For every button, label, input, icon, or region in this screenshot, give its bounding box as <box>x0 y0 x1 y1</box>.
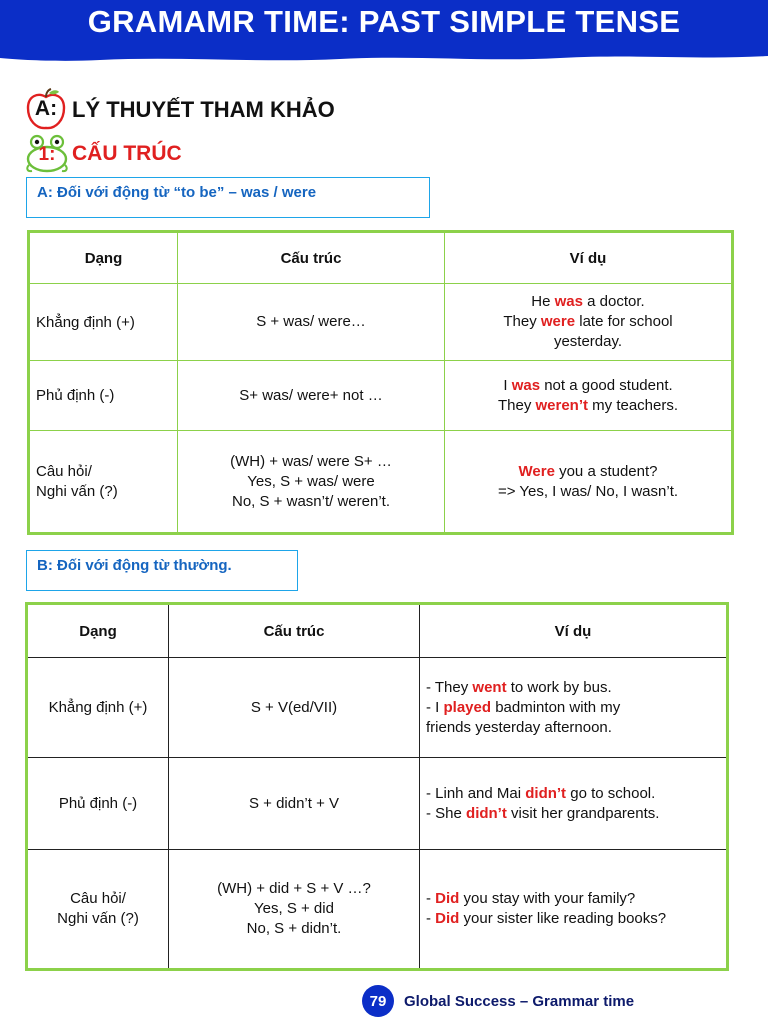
example-text: you stay with your family? <box>459 890 636 907</box>
frog-icon <box>24 134 70 174</box>
example-line <box>426 909 720 929</box>
structure-line: No, S + wasn’t/ weren’t. <box>232 492 390 510</box>
example-text: friends yesterday afternoon. <box>426 718 612 736</box>
example-text: go to school. <box>566 784 656 802</box>
example-text: - Linh and Mai <box>426 784 526 802</box>
row-structure <box>178 361 445 431</box>
banner-wave-edge <box>0 50 768 64</box>
example-text: your sister like reading books? <box>459 910 667 927</box>
structure-line: No, S + didn’t. <box>246 920 342 937</box>
example-line <box>451 312 725 332</box>
part-a-label: A: Đối với động từ “to be” – was / were <box>26 177 430 218</box>
section-1-title: CẤU TRÚC <box>72 142 182 165</box>
structure-line: S + didn’t + V <box>248 794 340 812</box>
apple-icon <box>24 88 68 132</box>
example-text: a doctor. <box>582 293 645 310</box>
example-line <box>451 482 725 502</box>
example-line <box>426 678 720 698</box>
highlighted-verb: Did <box>435 890 460 907</box>
section-a-title: LÝ THUYẾT THAM KHẢO <box>72 97 335 122</box>
table-row <box>27 758 728 850</box>
table-row <box>29 361 733 431</box>
header-example: Ví dụ <box>420 604 728 658</box>
footer-text: Global Success – Grammar time <box>404 992 635 1010</box>
highlighted-verb: weren’t <box>535 396 588 414</box>
highlighted-verb: Did <box>435 910 460 927</box>
table-row <box>29 431 733 534</box>
header-structure: Cấu trúc <box>169 604 420 658</box>
form-line: Nghi vấn (?) <box>57 910 139 927</box>
example-line <box>451 292 725 312</box>
table-ordinary-verbs <box>25 602 729 971</box>
example-text: They <box>503 313 541 330</box>
example-line <box>426 698 720 718</box>
highlighted-verb: was <box>554 293 583 310</box>
form-line: Câu hỏi/ <box>70 890 126 907</box>
highlighted-verb: were <box>540 313 576 330</box>
row-example <box>445 284 733 361</box>
row-form: Phủ định (-) <box>27 758 169 850</box>
row-form <box>29 431 178 534</box>
row-structure <box>178 284 445 361</box>
section-a-heading <box>24 88 335 132</box>
example-text: late for school <box>575 313 673 330</box>
structure-line: S + was/ were… <box>256 313 366 330</box>
header-structure: Cấu trúc <box>178 232 445 284</box>
row-form: Phủ định (-) <box>29 361 178 431</box>
row-form: Khẳng định (+) <box>29 284 178 361</box>
example-text: not a good student. <box>540 376 673 394</box>
row-example <box>445 431 733 534</box>
example-line <box>426 718 720 738</box>
row-example <box>420 658 728 758</box>
example-text: visit her grandparents. <box>506 804 660 822</box>
structure-line: Yes, S + was/ were <box>247 472 375 490</box>
row-form: Khẳng định (+) <box>27 658 169 758</box>
highlighted-verb: went <box>472 678 507 696</box>
row-example <box>445 361 733 431</box>
form-line: Câu hỏi/ <box>36 462 92 480</box>
example-text: - <box>426 910 436 927</box>
example-line <box>451 396 725 416</box>
row-form <box>27 850 169 970</box>
table-header-row <box>27 604 728 658</box>
structure-line: (WH) + was/ were S+ … <box>230 452 392 470</box>
highlighted-verb: Were <box>518 462 555 480</box>
example-text: - They <box>426 678 473 696</box>
example-text: - I <box>426 698 444 716</box>
header-form: Dạng <box>29 232 178 284</box>
part-b-label: B: Đối với động từ thường. <box>26 550 298 591</box>
section-a-badge: A: <box>34 97 58 120</box>
highlighted-verb: was <box>511 376 541 394</box>
example-text: - She <box>426 804 467 822</box>
row-structure <box>169 658 420 758</box>
highlighted-verb: didn’t <box>525 784 567 802</box>
table-row <box>27 850 728 970</box>
example-text: yesterday. <box>553 333 623 350</box>
section-1-heading <box>24 134 182 174</box>
row-structure <box>169 758 420 850</box>
highlighted-verb: didn’t <box>466 804 507 822</box>
example-text: to work by bus. <box>506 678 612 696</box>
row-structure <box>169 850 420 970</box>
example-text: I <box>503 376 512 394</box>
structure-line: Yes, S + did <box>254 900 334 917</box>
example-line <box>451 332 725 352</box>
structure-line: (WH) + did + S + V …? <box>217 880 371 897</box>
highlighted-verb: played <box>443 698 492 716</box>
example-line <box>426 889 720 909</box>
row-example <box>420 758 728 850</box>
header-example: Ví dụ <box>445 232 733 284</box>
example-text: He <box>531 293 555 310</box>
page-footer <box>362 985 634 1017</box>
page-number: 79 <box>362 985 394 1017</box>
section-1-badge: 1: <box>38 144 56 165</box>
row-structure <box>178 431 445 534</box>
example-text: badminton with my <box>491 698 621 716</box>
example-line <box>426 784 720 804</box>
header-form: Dạng <box>27 604 169 658</box>
example-text: my teachers. <box>588 396 679 414</box>
example-line <box>451 462 725 482</box>
page-title: GRAMAMR TIME: PAST SIMPLE TENSE <box>87 4 681 39</box>
example-text: you a student? <box>554 462 658 480</box>
example-line <box>426 804 720 824</box>
table-header-row <box>29 232 733 284</box>
example-text: - <box>426 890 436 907</box>
structure-line: S+ was/ were+ not … <box>239 386 383 404</box>
example-text: => Yes, I was/ No, I wasn’t. <box>497 482 679 500</box>
row-example <box>420 850 728 970</box>
table-row <box>29 284 733 361</box>
form-line: Nghi vấn (?) <box>36 482 118 500</box>
example-line <box>451 376 725 396</box>
table-to-be <box>27 230 734 535</box>
table-row <box>27 658 728 758</box>
example-text: They <box>497 396 536 414</box>
structure-line: S + V(ed/VII) <box>250 698 338 716</box>
